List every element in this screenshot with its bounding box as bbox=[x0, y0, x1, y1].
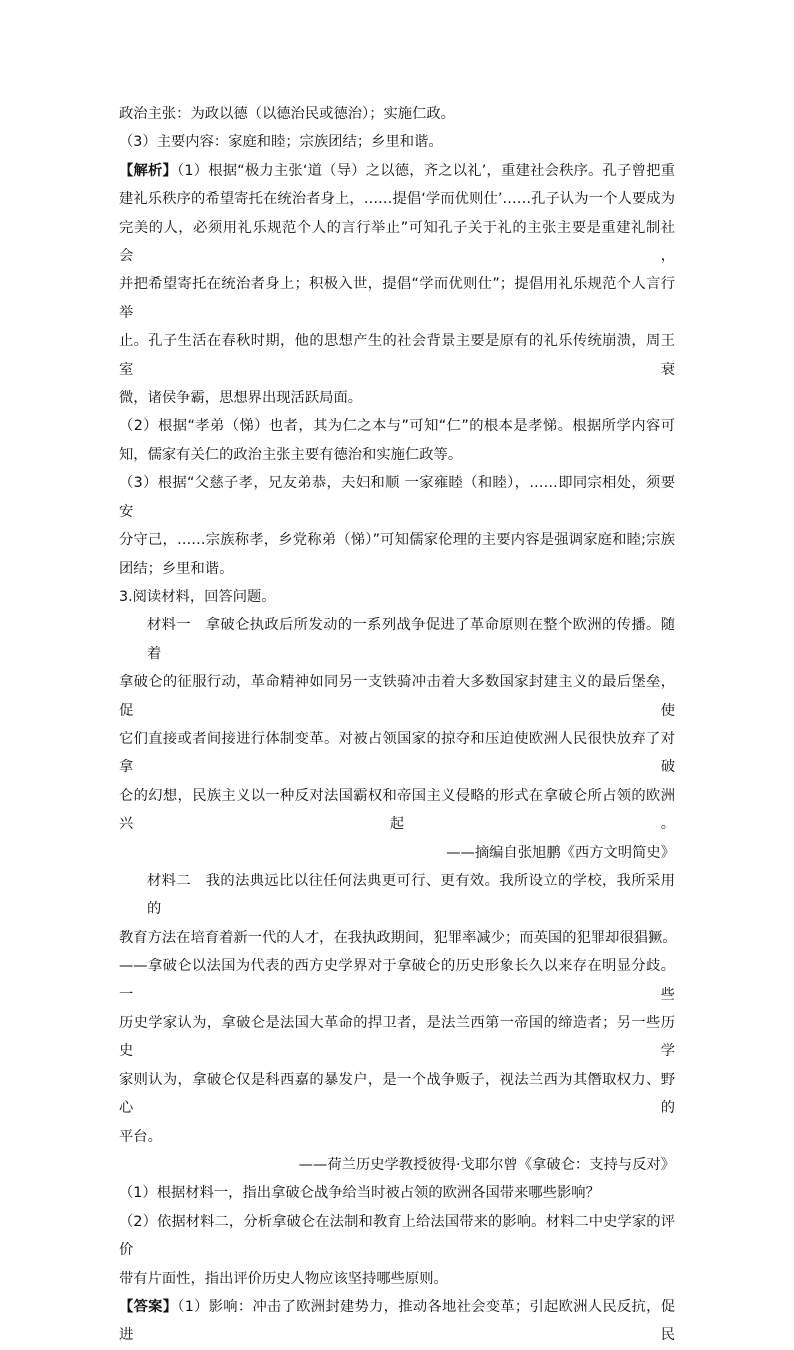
answer-line-content: （3）主要内容：家庭和睦；宗族团结；乡里和谐。 bbox=[119, 134, 443, 151]
paragraph-line: 团结；乡里和谐。 bbox=[119, 560, 234, 577]
analysis-tag: 【解析】 bbox=[119, 162, 178, 179]
material-one-line: 它们直接或者间接进行体制变革。对被占领国家的掠夺和压迫使欧洲人民很快放弃了对拿破 bbox=[119, 730, 675, 776]
material-two-source: ——荷兰历史学教授彼得·戈耶尔曾《拿破仑：支持与反对》 bbox=[298, 1157, 675, 1174]
answer-line-political: 政治主张：为政以德（以德治民或德治）；实施仁政。 bbox=[119, 106, 455, 122]
question-heading: 3.阅读材料，回答问题。 bbox=[119, 588, 276, 605]
question-2-cont: 带有片面性，指出评价历史人物应该坚持哪些原则。 bbox=[119, 1270, 448, 1287]
material-two-line: ——拿破仑以法国为代表的西方史学界对于拿破仑的历史形象长久以来存在明显分歧。一些 bbox=[119, 958, 675, 1003]
paragraph-line: 知，儒家有关仁的政治主张主要有德治和实施仁政等。 bbox=[119, 446, 463, 463]
material-two-line: 家则认为，拿破仑仅是科西嘉的暴发户，是一个战争贩子，视法兰西为其僭取权力、野心的 bbox=[119, 1071, 675, 1117]
question-1: （1）根据材料一，指出拿破仑战争给当时被占领的欧洲各国带来哪些影响？ bbox=[119, 1185, 600, 1202]
paragraph-line: 并把希望寄托在统治者身上；积极入世，提倡“学而优则仕”；提倡用礼乐规范个人言行举 bbox=[119, 276, 675, 321]
paragraph-line: 完美的人，必须用礼乐规范个人的言行举止”可知孔子关于礼的主张主要是重建礼制社会， bbox=[119, 219, 675, 265]
analysis-text: （1）根据“极力主张‘道（导）之以德，齐之以礼’，重建社会秩序。孔子曾把重 bbox=[177, 162, 675, 179]
material-one-line: 拿破仑的征服行动，革命精神如同另一支铁骑冲击着大多数国家封建主义的最后堡垒，促使 bbox=[119, 674, 675, 719]
material-one-source: ——摘编自张旭鹏《西方文明简史》 bbox=[446, 844, 675, 861]
question-2: （2）依据材料二，分析拿破仑在法制和教育上给法国带来的影响。材料二中史学家的评价 bbox=[119, 1213, 675, 1259]
paragraph-line: 分守己，……宗族称孝，乡党称弟（悌）”可知儒家伦理的主要内容是强调家庭和睦;宗族 bbox=[119, 532, 675, 549]
answer-tag: 【答案】 bbox=[119, 1299, 178, 1316]
material-two-line: 平台。 bbox=[119, 1128, 162, 1145]
material-one-line: 仑的幻想，民族主义以一种反对法国霸权和帝国主义侵略的形式在拿破仑所占领的欧洲兴起。 bbox=[119, 787, 675, 833]
paragraph-line: 建礼乐秩序的希望寄托在统治者身上，……提倡‘学而优则仕’……孔子认为一个人要成为 bbox=[119, 191, 675, 208]
paragraph-line: （3）根据“父慈子孝，兄友弟恭，夫妇和顺 一家雍睦（和睦），……即同宗相处，须要安 bbox=[119, 475, 675, 520]
answer-line bbox=[119, 1293, 675, 1350]
paragraph-line: 止。孔子生活在春秋时期，他的思想产生的社会背景主要是原有的礼乐传统崩溃，周王室衰 bbox=[119, 333, 675, 378]
material-one-line: 材料一 拿破仑执政后所发动的一系列战争促进了革命原则在整个欧洲的传播。随着 bbox=[147, 617, 675, 662]
paragraph-line: 微，诸侯争霸，思想界出现活跃局面。 bbox=[119, 390, 363, 407]
material-two-line: 材料二 我的法典远比以往任何法典更可行、更有效。我所设立的学校，我所采用的 bbox=[147, 872, 675, 918]
paragraph-line: （2）根据“孝弟（悌）也者，其为仁之本与”可知“仁”的根本是孝悌。根据所学内容可 bbox=[119, 418, 675, 435]
material-two-line: 历史学家认为，拿破仑是法国大革命的捍卫者，是法兰西第一帝国的缔造者；另一些历史学 bbox=[119, 1015, 675, 1060]
document-page bbox=[119, 100, 675, 1350]
material-two-line: 教育方法在培育着新一代的人才，在我执政期间，犯罪率减少；而英国的犯罪却很猖獗。 bbox=[119, 929, 677, 946]
analysis-line bbox=[119, 157, 675, 185]
answer-text: （1）影响：冲击了欧洲封建势力，推动各地社会变革；引起欧洲人民反抗，促进民 bbox=[119, 1299, 675, 1344]
